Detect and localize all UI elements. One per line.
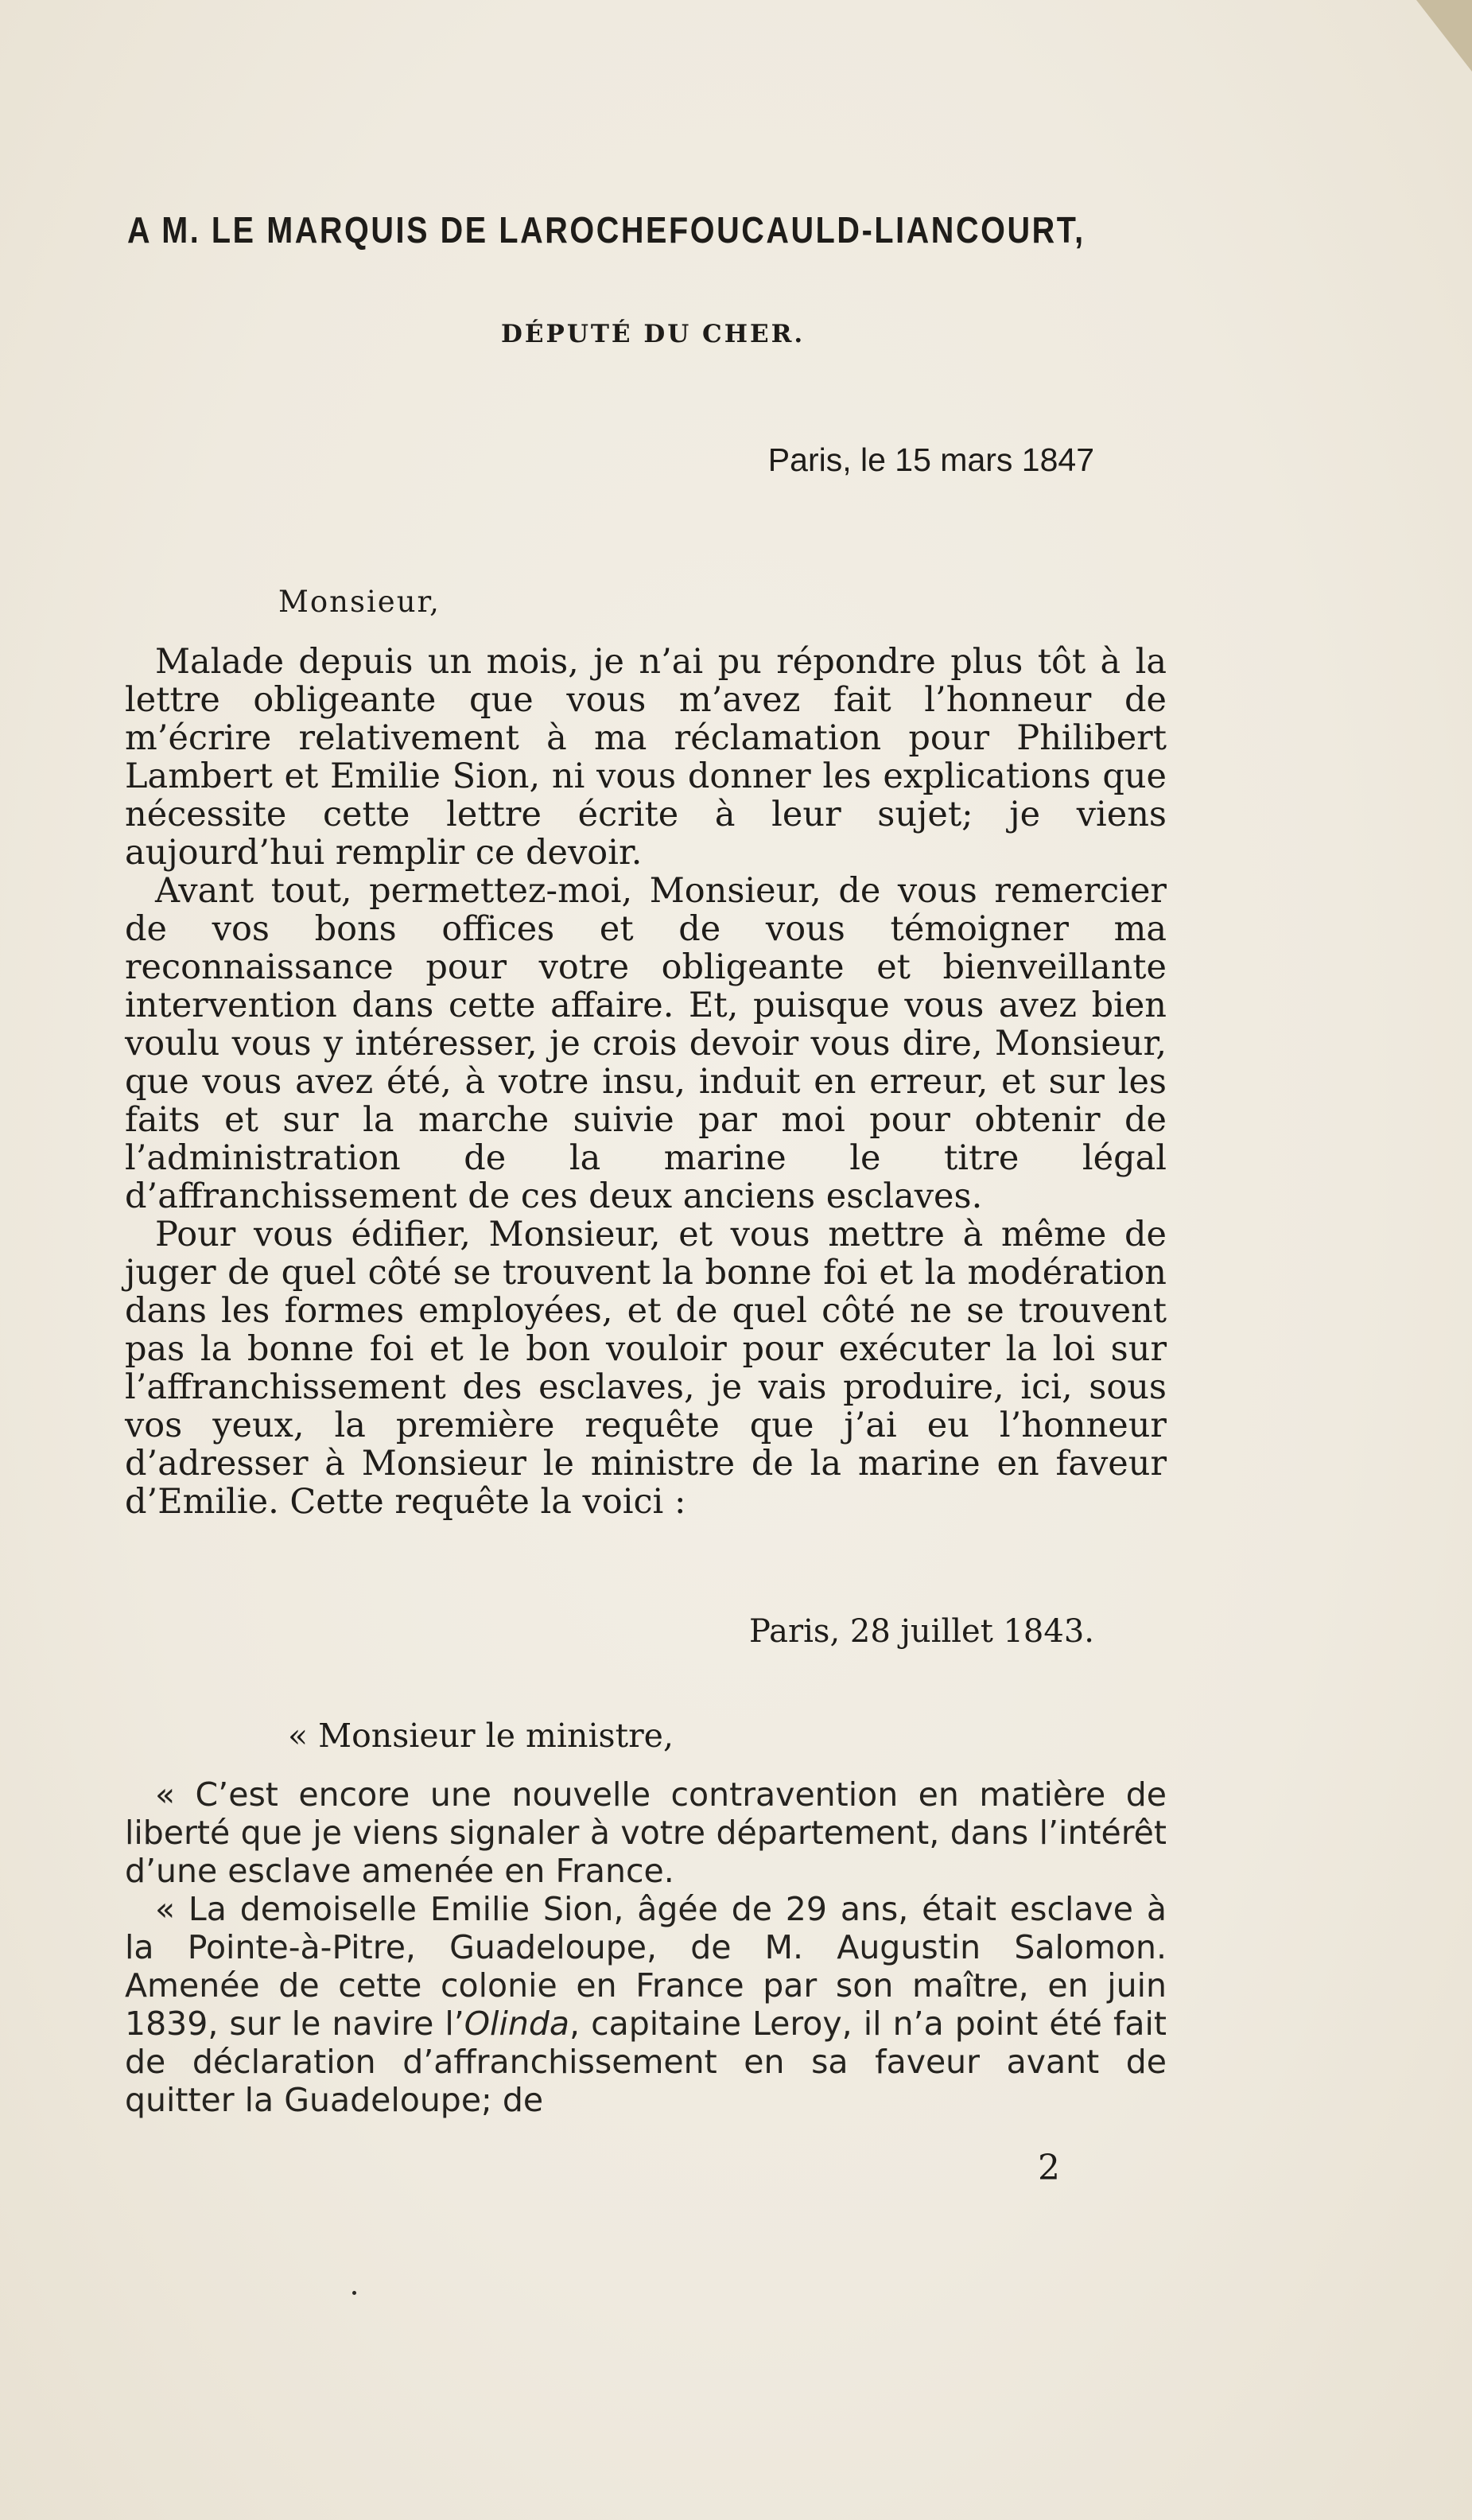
paragraph-1: Malade depuis un mois, je n’ai pu répondre plus tôt à la lettre obligeante que vous m’avez fait l’honneur de m’écrire relativement à ma réclamation pour Philibert Lambert et Emilie Sion, ni vous donner les explications que nécessite cette lettre écrite à leur sujet; je viens aujourd’hui remplir ce devoir. <box>125 642 1167 873</box>
letter-body <box>125 643 1167 1521</box>
quoted-paragraph-2-start: « La demoiselle Emilie Sion, âgée de 29 ans, était esclave à la Pointe-à-Pitre, Guadeloupe, de M. Augustin Salomon. Amenée de cette colonie en France par son maître, en juin 1839, sur le navire l’ <box>125 1890 1167 2043</box>
letter-salutation: Monsieur, <box>278 585 441 619</box>
page-corner-fold <box>1416 0 1472 72</box>
paragraph-2: Avant tout, permettez-moi, Monsieur, de vous remercier de vos bons offices et de vous témoigner ma reconnaissance pour votre obligeante et bienveillante intervention dans cette affaire. Et, puisque vous avez bien voulu vous y intéresser, je crois devoir vous dire, Monsieur, que vous avez été, à votre insu, induit en erreur, et sur les faits et sur la marche suivie par moi pour obtenir de l’administration de la marine le titre légal d’affranchissement de ces deux anciens esclaves. <box>125 871 1167 1216</box>
quoted-paragraph-1: « C’est encore une nouvelle contravention en matière de liberté que je viens signaler à votre département, dans l’intérêt d’une esclave amenée en France. <box>125 1775 1167 1890</box>
quoted-paragraph-2-end: , capitaine Leroy, il n’a point été fait de déclaration d’affranchissement en sa faveur avant de quitter la Guadeloupe; de <box>125 2005 1167 2119</box>
letter-heading: A M. LE MARQUIS DE LAROCHEFOUCAULD-LIANCOURT, <box>127 209 1086 251</box>
quoted-letter-salutation: « Monsieur le ministre, <box>288 1717 674 1755</box>
letter-dateline: Paris, le 15 mars 1847 <box>767 441 1094 478</box>
ink-speck <box>352 2291 356 2295</box>
quoted-letter-body <box>125 1775 1167 2119</box>
letter-subheading: DÉPUTÉ DU CHER. <box>501 320 806 348</box>
paragraph-3: Pour vous édifier, Monsieur, et vous mettre à même de juger de quel côté se trouvent la bonne foi et la modération dans les formes employées, et de quel côté ne se trouvent pas la bonne foi et le bon vouloir pour exécuter la loi sur l’affranchissement des esclaves, je vais produire, ici, sous vos yeux, la première requête que j’ai eu l’honneur d’adresser à Monsieur le ministre de la marine en faveur d’Emilie. Cette requête la voici : <box>125 1215 1167 1522</box>
page-number: 2 <box>1038 2148 1060 2188</box>
quoted-letter-dateline: Paris, 28 juillet 1843. <box>749 1613 1094 1650</box>
ship-name: Olinda <box>464 2005 569 2043</box>
quoted-paragraph-2 <box>125 1890 1167 2119</box>
